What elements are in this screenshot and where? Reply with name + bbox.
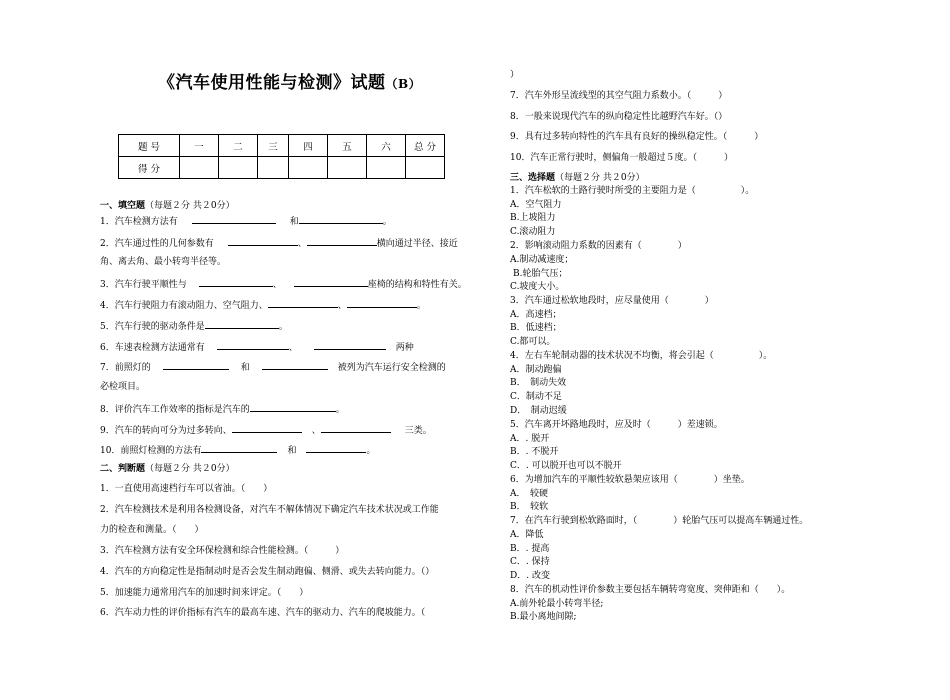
score-cell-4: 四 [289,135,328,157]
choice-q7: 7．在汽车行驶到松软路面时，（ ）轮胎气压可以提高车辆通过性。 [510,516,809,526]
judge-q8: 8．一般来说现代汽车的纵向稳定性比越野汽车好。（） [510,112,728,122]
choice-option[interactable]: B.轮胎气压； [513,269,568,279]
question-text: 和 [287,446,297,456]
fill-q3 [100,277,467,291]
question-text: 座椅的结构和特性有关。 [367,280,467,290]
choice-option[interactable]: A．空气阻力 [510,200,562,210]
answer-blank[interactable] [262,360,328,370]
score-cell-1: 一 [180,135,219,157]
choice-option[interactable]: B.上坡阻力 [510,213,556,223]
score-table [118,134,445,179]
question-text: 3．汽车行驶平顺性与 [100,280,187,290]
choice-option[interactable]: A.制动减速度； [510,255,574,265]
question-text: 9．汽车的转向可分为过多转向、 [100,426,232,436]
choice-option[interactable]: C．. 可以脱开也可以不脱开 [510,461,622,471]
question-text: 三类。 [404,426,432,436]
question-text: 、 [297,239,307,249]
score-input-total[interactable] [406,157,445,179]
choice-option[interactable]: A.前外轮最小转弯半径; [510,599,604,609]
fill-q1 [100,214,392,228]
question-text: 8．评价汽车工作效率的指标是汽车的 [100,405,250,415]
score-input-5[interactable] [328,157,367,179]
question-text: 。 [382,217,392,227]
choice-option[interactable]: A．制动跑偏 [510,365,562,375]
answer-blank[interactable] [232,423,302,433]
choice-q4: 4．左右车轮制动器的技术状况不均衡，将会引起（ ）。 [510,351,773,361]
judge-q3: 3．汽车检测方法有安全环保检测和综合性能检测。（ ） [100,546,345,556]
choice-option[interactable]: A．降低 [510,530,544,540]
choice-option[interactable]: C.滚动阻力 [510,227,556,237]
choice-option[interactable]: A．高速档； [510,310,562,320]
answer-blank[interactable] [201,443,277,453]
score-input-2[interactable] [219,157,258,179]
score-row-label: 得 分 [119,157,180,179]
choice-option[interactable]: A． 较硬 [510,489,548,499]
fill-q7 [100,360,446,374]
answer-blank[interactable] [205,319,279,329]
question-text: 横向通过半径、接近 [376,239,458,249]
judge-q7: 7．汽车外形呈流线型的其空气阻力系数小。（ ） [510,91,728,101]
answer-blank[interactable] [306,443,366,453]
section-fill-blank-heading [100,200,235,212]
question-text: 4．汽车行驶阻力有滚动阻力、空气阻力、 [100,301,268,311]
answer-blank[interactable] [314,340,386,350]
answer-blank[interactable] [268,298,338,308]
answer-blank[interactable] [250,402,336,412]
score-table-score-row [119,157,445,179]
answer-blank[interactable] [199,277,273,287]
question-text: 。 [416,301,426,311]
fill-q6 [100,340,414,354]
question-text: 。 [335,405,345,415]
fill-q2-cont: 角、离去角、最小转弯半径等。 [100,257,227,267]
score-cell-6: 六 [367,135,406,157]
choice-option[interactable]: C.坡度大小。 [510,282,565,292]
choice-option[interactable]: A．. 脱开 [510,434,550,444]
choice-q3: 3．汽车通过松软地段时，应尽量使用（ ） [510,296,714,306]
choice-option[interactable]: C．. 保持 [510,557,550,567]
question-text: 。 [366,446,376,456]
judge-q5: 5．加速能力通常用汽车的加速时间来评定。（ ） [100,588,309,598]
question-text: 7．前照灯的 [100,363,151,373]
answer-blank[interactable] [299,214,383,224]
answer-blank[interactable] [294,277,368,287]
choice-option[interactable]: B． 制动失效 [510,378,567,388]
question-text: 、 [288,343,298,353]
question-text: 被列为汽车运行安全检测的 [337,363,446,373]
question-text: 6．车速表检测方法通常有 [100,343,205,353]
fill-q7-cont: 必检项目。 [100,382,146,392]
score-cell-total: 总 分 [406,135,445,157]
question-text: 、 [337,301,347,311]
score-cell-5: 五 [328,135,367,157]
score-cell-label: 题 号 [119,135,180,157]
judge-q4: 4．汽车的方向稳定性是指制动时是否会发生制动跑偏、侧滑、或失去转向能力。（） [100,567,435,577]
question-text: 10．前照灯检测的方法有 [100,446,202,456]
choice-option[interactable]: B.最小离地间隙; [510,612,577,622]
judge-q10: 10．汽车正常行驶时，侧偏角一般超过５度。（ ） [510,153,733,163]
question-text: 两种 [395,343,414,353]
choice-option[interactable]: B． 较软 [510,502,549,512]
choice-option[interactable]: B．. 提高 [510,544,550,554]
score-input-4[interactable] [289,157,328,179]
section-true-false-heading [100,463,235,475]
section-title: 一、填空题 [100,201,146,211]
score-table-header-row [119,135,445,157]
section-title: 二、判断题 [100,464,146,474]
judge-q2-cont: 力的检查和测量。（ ） [100,525,204,535]
choice-q6: 6．为增加汽车的平顺性较软悬架应该用（ ）坐垫。 [510,475,750,485]
section-note: （每题２分 共２0分） [145,201,235,211]
answer-blank[interactable] [321,423,391,433]
judge-q6-cont: ） [510,70,520,80]
question-text: 。 [278,322,288,332]
title-main: 《汽车使用性能与检测》试题 [158,73,386,93]
choice-option[interactable]: C．制动不足 [510,392,562,402]
choice-option[interactable]: D．. 改变 [510,571,550,581]
question-text: 和 [240,363,250,373]
judge-q9: 9．具有过多转向特性的汽车具有良好的操纵稳定性。（ ） [510,132,764,142]
question-text: 5．汽车行驶的驱动条件是 [100,322,205,332]
choice-q1: 1．汽车松软的土路行驶时所受的主要阻力是（ ）。 [510,186,755,196]
score-input-1[interactable] [180,157,219,179]
section-title: 三、选择题 [510,173,556,183]
answer-blank[interactable] [307,236,377,246]
question-text: 1．汽车检测方法有 [100,217,178,227]
page-title [158,68,421,93]
fill-q9 [100,423,432,437]
section-note: （每题２分 共２0分） [145,464,235,474]
judge-q6: 6．汽车动力性的评价指标有汽车的最高车速、汽车的驱动力、汽车的爬坡能力。（ [100,608,426,618]
choice-option[interactable]: D． 制动迟缓 [510,406,567,416]
score-cell-2: 二 [219,135,258,157]
choice-option[interactable]: B．低速档； [510,323,562,333]
question-text: 2．汽车通过性的几何参数有 [100,239,214,249]
fill-q2 [100,236,458,250]
section-note: （每题２分 共２0分） [555,173,645,183]
title-suffix: （B） [385,77,422,91]
score-input-6[interactable] [367,157,406,179]
answer-blank[interactable] [192,214,276,224]
choice-option[interactable]: B．. 不脱开 [510,447,559,457]
answer-blank[interactable] [217,340,289,350]
answer-blank[interactable] [347,298,417,308]
choice-q5: 5．汽车离开坏路地段时，应及时（ ）差速锁。 [510,420,723,430]
question-text: 、 [311,426,321,436]
choice-q2: 2．影响滚动阻力系数的因素有（ ） [510,241,687,251]
answer-blank[interactable] [163,360,229,370]
fill-q10 [100,443,375,457]
score-input-3[interactable] [258,157,289,179]
question-text: 、 [272,280,282,290]
judge-q1: 1．一直使用高速档行车可以省油。（ ） [100,484,273,494]
fill-q8 [100,402,345,416]
fill-q4 [100,298,426,312]
judge-q2: 2．汽车检测技术是利用各检测设备，对汽车不解体情况下确定汽车技术状况或工作能 [100,505,439,515]
score-cell-3: 三 [258,135,289,157]
choice-option[interactable]: C.都可以。 [510,337,556,347]
section-choice-heading [510,172,645,184]
fill-q5 [100,319,288,333]
choice-q8: 8．汽车的机动性评价参数主要包括车辆转弯宽度、突伸距和（ ）。 [510,585,791,595]
question-text: 和 [289,217,299,227]
answer-blank[interactable] [228,236,298,246]
